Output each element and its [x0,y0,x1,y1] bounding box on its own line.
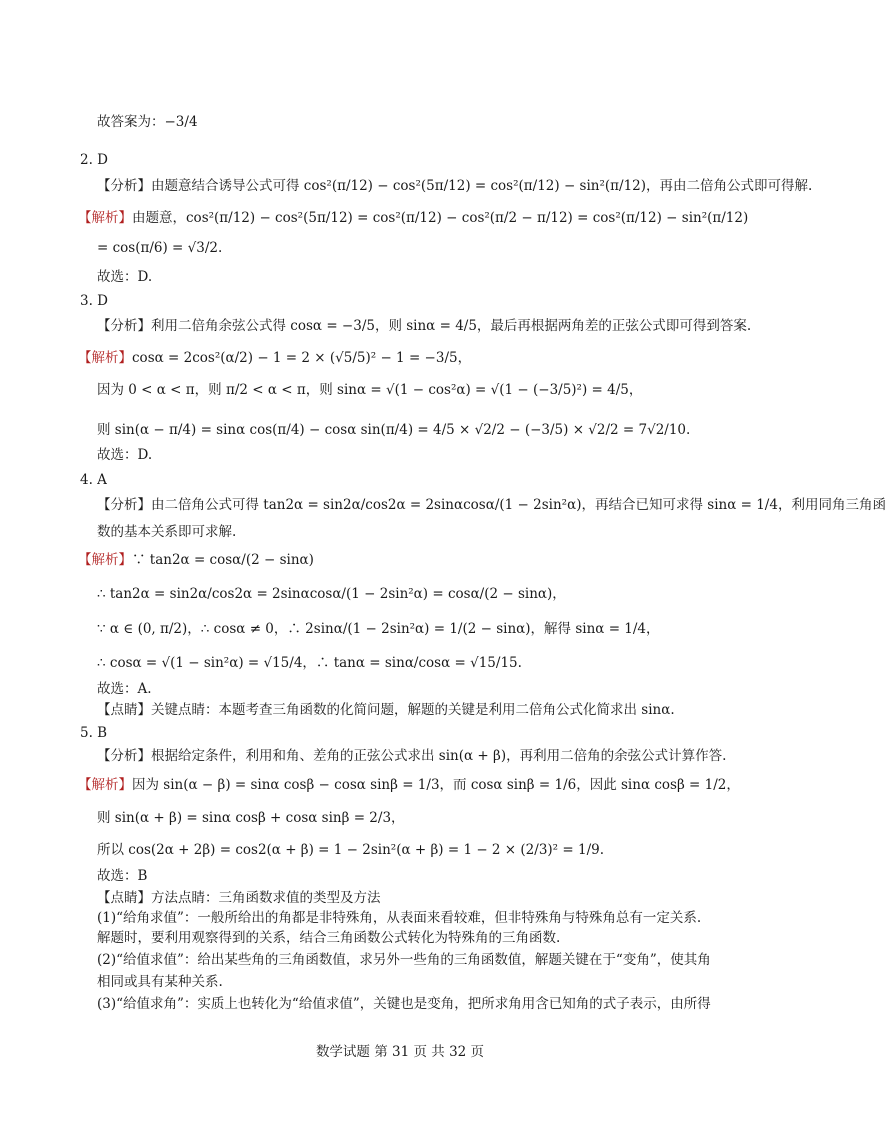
line-text: ∴ cosα = √(1 − sin²α) = √15/4，∴ tanα = sinα/cosα = √15/15. [97,655,522,671]
text-line [97,840,604,860]
analysis-tag: 【解析】 [78,552,132,568]
line-text: 4. A [80,472,107,488]
line-text: 【点睛】关键点睛：本题考查三角函数的化简问题，解题的关键是利用二倍角公式化简求出 sinα. [97,702,675,718]
text-line [97,928,560,948]
line-text: 【点睛】方法点睛：三角函数求值的类型及方法 [97,890,381,906]
text-line [97,445,152,465]
text-line [97,746,726,766]
text-line [97,316,751,336]
text-line [97,495,886,515]
line-text: 相同或具有某种关系. [97,974,223,990]
line-text: ∴ tan2α = sin2α/cos2α = 2sinαcosα/(1 − 2sin²α) = cosα/(2 − sinα)， [97,586,566,602]
text-line [97,679,152,699]
text-line [78,348,471,368]
text-line [97,808,405,828]
line-text: 2. D [80,152,108,168]
line-text: 3. D [80,293,108,309]
line-text: (1)“给角求值”：一般所给出的角都是非特殊角，从表面来看较难，但非特殊角与特殊角总有一定关系. [97,910,702,926]
analysis-tag: 【解析】 [78,777,132,793]
text-line [97,994,711,1014]
line-text: 【分析】利用二倍角余弦公式得 cosα = −3/5，则 sinα = 4/5，最后再根据两角差的正弦公式即可得到答案. [97,318,752,334]
line-text: 解题时，要利用观察得到的关系，结合三角函数公式转化为特殊角的三角函数. [97,930,561,946]
text-line [78,550,314,570]
line-text: 【分析】由题意结合诱导公式可得 cos²(π/12) − cos²(5π/12) = cos²(π/12) − sin²(π/12)，再由二倍角公式即可得解. [97,178,813,194]
text-line [97,522,236,542]
text-line [97,584,566,604]
analysis-tag: 【解析】 [78,210,132,226]
line-text: 则 sin(α + β) = sinα cosβ + cosα sinβ = 2/3， [97,810,405,826]
analysis-tag: 【解析】 [78,350,132,366]
line-text: 故答案为：−3/4 [97,114,198,130]
text-line [80,150,108,170]
line-text: cosα = 2cos²(α/2) − 1 = 2 × (√5/5)² − 1 = −3/5， [132,350,472,366]
text-line [97,888,381,908]
text-line [97,112,198,132]
text-line [97,238,222,258]
text-line [80,470,107,490]
line-text: 因为 0 < α < π，则 π/2 < α < π，则 sinα = √(1 − cos²α) = √(1 − (−3/5)²) = 4/5， [97,382,643,398]
line-text: 所以 cos(2α + 2β) = cos2(α + β) = 1 − 2sin²(α + β) = 1 − 2 × (2/3)² = 1/9. [97,842,604,858]
line-text: 故选：D. [97,269,153,285]
line-text: (2)“给值求值”：给出某些角的三角函数值，求另外一些角的三角函数值，解题关键在于“变角”，使其角 [97,952,711,968]
text-line [78,775,740,795]
page-footer: 数学试题 第 31 页 共 32 页 [315,1044,485,1060]
text-line [97,420,690,440]
line-text: 由题意，cos²(π/12) − cos²(5π/12) = cos²(π/12) − cos²(π/2 − π/12) = cos²(π/12) − sin²(π/12) [132,210,749,226]
line-text: 数的基本关系即可求解. [97,524,237,540]
line-text: 5. B [80,725,108,741]
text-line [97,972,223,992]
text-line [97,619,660,639]
text-line [78,208,748,228]
text-line [97,866,147,886]
text-line [97,267,152,287]
text-line [97,380,642,400]
line-text: 故选：B [97,868,148,884]
line-text: 故选：D. [97,447,153,463]
line-text: 则 sin(α − π/4) = sinα cos(π/4) − cosα sin(π/4) = 4/5 × √2/2 − (−3/5) × √2/2 = 7√2/10. [97,422,691,438]
text-line [97,700,675,720]
line-text: 故选：A. [97,681,152,697]
line-text: ∵ α ∈ (0, π/2)，∴ cosα ≠ 0，∴ 2sinα/(1 − 2sin²α) = 1/(2 − sinα)，解得 sinα = 1/4， [97,621,660,637]
text-line [97,950,711,970]
text-line [80,723,107,743]
text-line [97,908,701,928]
line-text: 因为 sin(α − β) = sinα cosβ − cosα sinβ = 1/3，而 cosα sinβ = 1/6，因此 sinα cosβ = 1/2， [132,777,740,793]
text-line [80,291,108,311]
line-text: = cos(π/6) = √3/2. [97,240,223,256]
line-text: 【分析】由二倍角公式可得 tan2α = sin2α/cos2α = 2sinαcosα/(1 − 2sin²α)，再结合已知可求得 sinα = 1/4，利用同角三角函 [97,497,886,513]
text-line [97,653,522,673]
text-line [97,176,812,196]
line-text: 【分析】根据给定条件，利用和角、差角的正弦公式求出 sin(α + β)，再利用二倍角的余弦公式计算作答. [97,748,727,764]
line-text: ∵ tan2α = cosα/(2 − sinα) [132,552,314,568]
line-text: (3)“给值求角”：实质上也转化为“给值求值”，关键也是变角，把所求角用含已知角的式子表示，由所得 [97,996,711,1012]
